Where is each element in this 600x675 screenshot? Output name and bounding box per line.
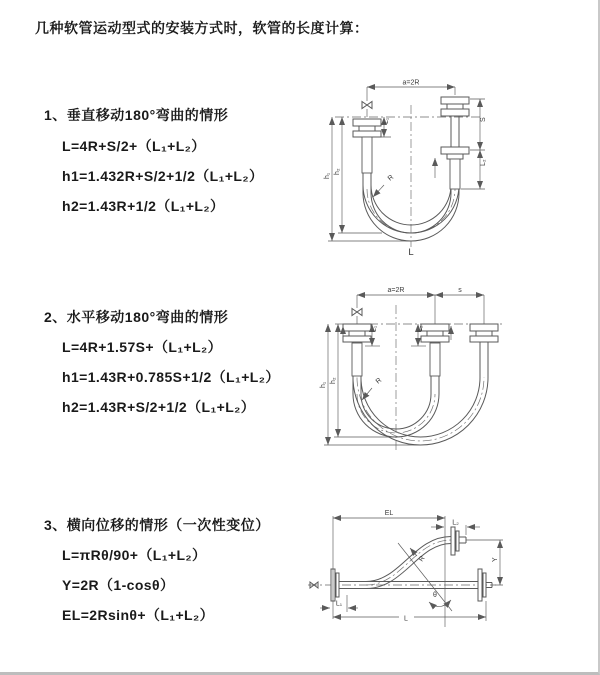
left-flange bbox=[353, 119, 381, 126]
section-1-formula-L: L=4R+S/2+（L₁+L₂） bbox=[62, 138, 206, 154]
page-title: 几种软管运动型式的安装方式时，软管的长度计算： bbox=[35, 20, 369, 36]
section-3-heading: 3、横向位移的情形（一次性变位） bbox=[44, 517, 270, 533]
dim-label-radius: R bbox=[374, 376, 384, 386]
dim-label-l1: L₁ bbox=[335, 600, 343, 608]
section-2-formula-h1: h1=1.43R+0.785S+1/2（L₁+L₂） bbox=[62, 369, 280, 385]
dim-label-l1: L₁ bbox=[371, 325, 378, 332]
section-3-formula-Y: Y=2R（1-cosθ） bbox=[62, 577, 175, 593]
section-2-formula-h2: h2=1.43R+S/2+1/2（L₁+L₂） bbox=[62, 399, 256, 415]
dim-label-l2: L₂ bbox=[452, 519, 459, 527]
hose-assembly bbox=[331, 527, 492, 601]
pipe-end-symbol-icon bbox=[362, 102, 372, 109]
dim-label-length: L bbox=[404, 615, 408, 623]
middle-flange bbox=[421, 324, 449, 331]
section-2-formula-L: L=4R+1.57S+（L₁+L₂） bbox=[62, 339, 223, 355]
right-flange-original bbox=[441, 147, 469, 154]
right-flange-original bbox=[478, 569, 482, 601]
dim-label-a2r: a=2R bbox=[402, 79, 420, 87]
dim-label-theta: θ bbox=[433, 592, 437, 599]
dim-label-y: Y bbox=[492, 557, 499, 562]
dim-label-l2: L₂ bbox=[417, 325, 424, 332]
braid-section bbox=[450, 159, 460, 189]
dim-label-a2r: a=2R bbox=[387, 287, 405, 294]
braid-section bbox=[362, 137, 372, 173]
right-flange-moved bbox=[441, 97, 469, 104]
braid-section bbox=[430, 343, 440, 376]
diagram-vertical-180-bend bbox=[310, 75, 510, 260]
dim-label-s: S bbox=[480, 117, 487, 122]
hose-assembly bbox=[343, 324, 498, 445]
dim-label-l1: L₁ bbox=[383, 117, 390, 124]
right-flange-moved bbox=[470, 324, 498, 331]
dim-label-length: L bbox=[408, 247, 414, 258]
dim-label-radius: R bbox=[417, 554, 427, 564]
dim-label-h2: h₂ bbox=[330, 377, 337, 384]
dim-label-el: EL bbox=[384, 510, 394, 517]
dim-label-l2: L₂ bbox=[480, 159, 487, 166]
section-3-formula-EL: EL=2Rsinθ+（L₁+L₂） bbox=[62, 607, 215, 623]
section-1-formula-h1: h1=1.432R+S/2+1/2（L₁+L₂） bbox=[62, 168, 264, 184]
right-flange-moved bbox=[451, 527, 455, 555]
dim-label-h1: h₁ bbox=[320, 381, 327, 388]
section-1-formula-h2: h2=1.43R+1/2（L₁+L₂） bbox=[62, 198, 225, 214]
section-2-heading: 2、水平移动180°弯曲的情形 bbox=[44, 309, 229, 325]
section-1-heading: 1、垂直移动180°弯曲的情形 bbox=[44, 107, 229, 123]
dim-label-h2: h₂ bbox=[334, 168, 341, 175]
dim-label-radius: R bbox=[386, 173, 396, 183]
diagram-horizontal-180-bend bbox=[310, 280, 510, 465]
hose-upper-wall bbox=[366, 537, 451, 582]
dim-label-s: s bbox=[458, 287, 462, 294]
dimension-lines bbox=[320, 516, 503, 627]
diagram-lateral-displacement bbox=[300, 505, 520, 650]
pipe-end-symbol-icon bbox=[352, 309, 362, 316]
dim-label-h1: h₁ bbox=[324, 172, 331, 179]
radius-leader bbox=[373, 185, 384, 197]
braid-section bbox=[352, 343, 362, 376]
left-flange bbox=[343, 324, 371, 331]
section-3-formula-L: L=πRθ/90+（L₁+L₂） bbox=[62, 547, 207, 563]
